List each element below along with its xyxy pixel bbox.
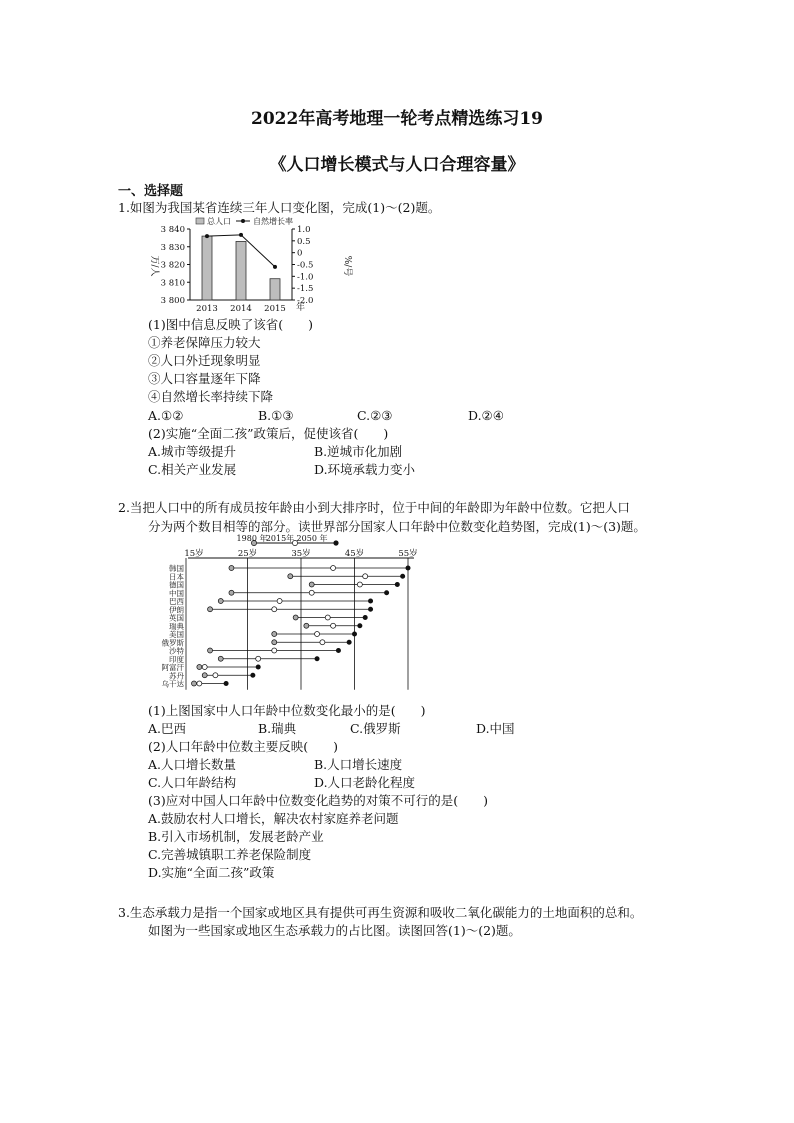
point-2015 xyxy=(315,632,320,637)
country-label: 德国 xyxy=(169,580,184,590)
y-tick-label: 3 830 xyxy=(160,242,185,253)
q2-stem-line2: 分为两个数目相等的部分。读世界部分国家人口年龄中位数变化趋势图，完成(1)～(3)题。 xyxy=(148,519,646,534)
legend-bar-label: 总人口 xyxy=(207,217,231,226)
legend-line-marker xyxy=(241,219,245,223)
q1-sub2-choice-d[interactable]: D.环境承载力变小 xyxy=(314,462,416,477)
point-1980 xyxy=(208,648,213,653)
x-tick-label: 55岁 xyxy=(398,549,418,559)
y-tick-label: 3 820 xyxy=(160,260,185,271)
x-tick-label: 15岁 xyxy=(184,549,204,559)
population-bar xyxy=(270,279,280,300)
country-label: 瑞典 xyxy=(169,621,184,631)
y2-tick-label: -1.0 xyxy=(297,272,314,283)
point-2050 xyxy=(368,607,373,612)
q1-opt-1: ①养老保障压力较大 xyxy=(148,335,261,350)
x-tick-label: 2013 xyxy=(196,304,218,314)
country-label: 伊朗 xyxy=(169,605,184,615)
q2-sub3: (3)应对中国人口年龄中位数变化趋势的对策不可行的是( ) xyxy=(148,793,488,808)
y-tick-label: 3 800 xyxy=(160,296,185,306)
point-1980 xyxy=(288,574,293,579)
point-1980 xyxy=(229,566,234,571)
point-2015 xyxy=(197,681,202,686)
legend-label-2050: 2050 年 xyxy=(296,534,328,543)
q2-sub2-choice-d[interactable]: D.人口老龄化程度 xyxy=(314,775,416,790)
y-tick-label: 3 810 xyxy=(160,278,185,289)
q3-stem-line1: 3.生态承载力是指一个国家或地区具有提供可再生资源和吸收二氧化碳能力的土地面积的总和。 xyxy=(118,905,643,920)
point-2015 xyxy=(272,607,277,612)
growth-rate-point xyxy=(273,265,277,269)
y-axis-label: 万/人 xyxy=(149,255,159,277)
x-tick-label: 2014 xyxy=(230,304,252,314)
q2-sub1: (1)上图国家中人口年龄中位数变化最小的是( ) xyxy=(148,703,426,718)
point-2050 xyxy=(400,574,405,579)
point-2015 xyxy=(325,615,330,620)
q1-choice-a[interactable]: A.①② xyxy=(148,408,184,423)
point-2015 xyxy=(272,648,277,653)
legend-bar-swatch xyxy=(196,218,204,224)
x-tick-label: 2015 xyxy=(264,304,286,314)
doc-title: 2022年高考地理一轮考点精选练习19 xyxy=(251,109,543,129)
point-1980 xyxy=(272,640,277,645)
point-1980 xyxy=(192,681,197,686)
y2-tick-label: -1.5 xyxy=(297,284,314,295)
point-2015 xyxy=(256,656,261,661)
country-label: 英国 xyxy=(169,613,184,623)
q1-opt-3: ③人口容量逐年下降 xyxy=(148,371,261,386)
point-1980 xyxy=(304,623,309,628)
point-2050 xyxy=(315,656,320,661)
country-label: 印度 xyxy=(169,654,184,664)
point-2050 xyxy=(406,566,411,571)
country-label: 美国 xyxy=(169,630,184,639)
x-axis-label: 年 xyxy=(296,303,306,313)
country-label: 中国 xyxy=(169,588,184,598)
q1-sub1: (1)图中信息反映了该省( ) xyxy=(148,317,313,332)
y2-tick-label: 1.0 xyxy=(297,225,311,235)
q2-choice-d[interactable]: D.中国 xyxy=(476,721,515,736)
point-2015 xyxy=(277,599,282,604)
x-tick-label: 35岁 xyxy=(291,549,311,559)
q2-choice-b[interactable]: B.瑞典 xyxy=(258,721,297,736)
q1-choice-c[interactable]: C.②③ xyxy=(357,408,393,423)
q2-sub2: (2)人口年龄中位数主要反映( ) xyxy=(148,739,338,754)
point-1980 xyxy=(309,582,314,587)
country-label: 沙特 xyxy=(169,646,184,656)
y2-tick-label: 0 xyxy=(297,248,303,259)
point-2015 xyxy=(202,665,207,670)
q2-sub2-choice-b[interactable]: B.人口增长速度 xyxy=(314,757,403,772)
point-2050 xyxy=(384,590,389,595)
doc-subtitle: 《人口增长模式与人口合理容量》 xyxy=(269,155,525,175)
growth-rate-point xyxy=(239,233,243,237)
q2-choice-a[interactable]: A.巴西 xyxy=(148,721,187,736)
point-2015 xyxy=(331,566,336,571)
point-2015 xyxy=(320,640,325,645)
x-tick-label: 45岁 xyxy=(344,549,365,559)
q2-sub2-choice-c[interactable]: C.人口年龄结构 xyxy=(148,775,237,790)
point-1980 xyxy=(218,599,223,604)
point-2050 xyxy=(368,599,373,604)
q3-stem-line2: 如图为一些国家或地区生态承载力的占比图。读图回答(1)～(2)题。 xyxy=(148,923,521,938)
point-1980 xyxy=(202,673,207,678)
point-1980 xyxy=(272,632,277,637)
population-bar xyxy=(202,236,212,300)
q1-choice-b[interactable]: B.①③ xyxy=(258,408,294,423)
point-1980 xyxy=(229,590,234,595)
country-label: 苏丹 xyxy=(169,671,184,681)
q1-opt-4: ④自然增长率持续下降 xyxy=(148,389,274,404)
q2-stem-line1: 2.当把人口中的所有成员按年龄由小到大排序时，位于中间的年龄即为年龄中位数。它把人口 xyxy=(118,500,630,515)
q1-chart-plot xyxy=(149,216,353,314)
point-1980 xyxy=(218,656,223,661)
x-tick-label: 25岁 xyxy=(237,549,258,559)
legend-line-label: 自然增长率 xyxy=(253,217,293,226)
point-2050 xyxy=(224,681,229,686)
q2-sub3-choice-a[interactable]: A.鼓励农村人口增长，解决农村家庭养老问题 xyxy=(148,811,399,826)
point-1980 xyxy=(208,607,213,612)
y-tick-label: 3 840 xyxy=(160,225,185,235)
q1-choice-d[interactable]: D.②④ xyxy=(468,408,504,423)
y2-tick-label: 0.5 xyxy=(297,236,311,247)
q2-sub3-choice-b[interactable]: B.引入市场机制，发展老龄产业 xyxy=(148,829,324,844)
q2-sub3-choice-c[interactable]: C.完善城镇职工养老保险制度 xyxy=(148,847,312,862)
q1-opt-2: ②人口外迁现象明显 xyxy=(148,353,261,368)
point-2050 xyxy=(363,615,368,620)
country-label: 日本 xyxy=(169,572,184,582)
point-2050 xyxy=(395,582,400,587)
point-2050 xyxy=(336,648,341,653)
point-2015 xyxy=(357,582,362,587)
population-bar xyxy=(236,241,246,300)
q1-stem: 1.如图为我国某省连续三年人口变化图，完成(1)～(2)题。 xyxy=(118,200,441,215)
point-1980 xyxy=(197,665,202,670)
legend-marker-2050 xyxy=(333,540,338,545)
point-2015 xyxy=(213,673,218,678)
q2-choice-c[interactable]: C.俄罗斯 xyxy=(350,721,401,736)
legend-label-2015: 2015年 xyxy=(265,534,295,543)
q1-sub2-choice-a[interactable]: A.城市等级提升 xyxy=(148,444,237,459)
y2-axis-label: %/号 xyxy=(342,255,352,277)
growth-rate-point xyxy=(205,234,209,238)
y2-tick-label: -2.0 xyxy=(297,296,314,306)
point-2050 xyxy=(357,623,362,628)
section-heading: 一、选择题 xyxy=(118,184,184,199)
country-label: 阿富汗 xyxy=(161,663,184,672)
q2-chart-plot xyxy=(162,534,418,690)
point-2015 xyxy=(331,623,336,628)
legend-label-1980: 1980 年 xyxy=(236,534,268,543)
point-2015 xyxy=(363,574,368,579)
point-2050 xyxy=(352,632,357,637)
country-label: 韩国 xyxy=(169,564,184,573)
country-label: 乌干达 xyxy=(161,679,184,689)
q2-sub2-choice-a[interactable]: A.人口增长数量 xyxy=(148,757,237,772)
country-label: 俄罗斯 xyxy=(161,638,184,648)
y2-tick-label: -0.5 xyxy=(297,260,314,271)
q1-sub2-choice-b[interactable]: B.逆城市化加剧 xyxy=(314,444,403,459)
point-2050 xyxy=(256,665,261,670)
q2-median-age-chart xyxy=(140,534,440,700)
point-2050 xyxy=(347,640,352,645)
q1-population-chart xyxy=(140,216,360,318)
q1-sub2: (2)实施“全面二孩”政策后，促使该省( ) xyxy=(148,426,389,441)
point-1980 xyxy=(293,615,298,620)
point-2050 xyxy=(250,673,255,678)
point-2015 xyxy=(309,590,314,595)
q1-sub2-choice-c[interactable]: C.相关产业发展 xyxy=(148,462,237,477)
country-label: 巴西 xyxy=(169,597,184,606)
q2-sub3-choice-d[interactable]: D.实施“全面二孩”政策 xyxy=(148,865,275,880)
